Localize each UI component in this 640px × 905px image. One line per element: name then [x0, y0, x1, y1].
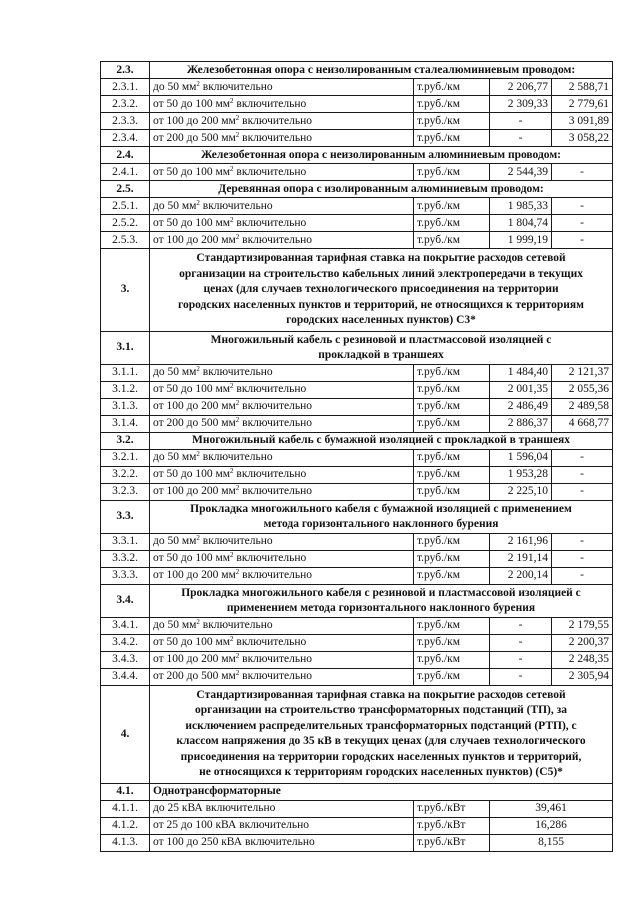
value-cell-1: 1 985,33 — [490, 198, 552, 215]
value-cell-1: 2 886,37 — [490, 415, 552, 432]
description-suffix: включительно — [199, 619, 273, 631]
unit-cell: т.руб./кВт — [414, 834, 490, 851]
unit-cell: т.руб./км — [414, 651, 490, 668]
description-suffix: включительно — [233, 165, 307, 178]
superscript: 2 — [230, 96, 234, 105]
unit-cell: т.руб./км — [414, 398, 490, 415]
unit-cell: т.руб./км — [414, 215, 490, 232]
section-heading — [150, 249, 613, 332]
row-number: 3.1.1. — [101, 364, 150, 381]
heading-line: городских населенных пунктов и территорий, не относящихся к территориям — [178, 298, 584, 311]
table-row — [101, 550, 613, 567]
heading-line: ценах (для случаев технологического присоединения на территории — [203, 283, 559, 295]
superscript: 2 — [235, 484, 240, 492]
row-number: 2.3.3. — [101, 113, 150, 130]
value-cell: 16,286 — [490, 817, 613, 834]
value-cell-2: - — [552, 483, 613, 500]
description-text: до 50 мм — [153, 619, 197, 631]
value-cell-1: 2 486,49 — [490, 398, 552, 415]
value-cell-1: - — [490, 130, 552, 147]
row-number: 3.3.3. — [101, 567, 150, 584]
value-cell-2: - — [552, 164, 613, 181]
row-number: 2.3. — [101, 62, 150, 79]
heading-line: метода горизонтального наклонного бурения — [263, 517, 499, 530]
description-text: от 50 до 100 мм — [153, 552, 231, 564]
value-cell-2: - — [552, 198, 613, 215]
superscript: 2 — [196, 450, 200, 458]
value-cell-2: 3 091,89 — [552, 113, 613, 130]
table-row — [101, 96, 613, 113]
description-text: от 50 до 100 мм — [153, 468, 231, 480]
value-cell-1: 2 225,10 — [490, 483, 552, 500]
value-cell-1: 1 804,74 — [490, 215, 552, 232]
table-row — [101, 651, 613, 668]
description-suffix: включительно — [239, 653, 313, 665]
row-number: 3.3.1. — [101, 533, 150, 550]
item-description — [150, 130, 414, 147]
row-number: 4.1.3. — [101, 834, 150, 851]
unit-cell: т.руб./кВт — [414, 817, 490, 834]
heading-line: исключением распределительных трансформаторных подстанций (РТП), с — [185, 719, 577, 732]
table-row — [101, 181, 613, 198]
value-cell: 39,461 — [490, 800, 613, 817]
value-cell-1: 2 309,33 — [490, 96, 552, 113]
unit-cell: т.руб./кВт — [414, 800, 490, 817]
unit-cell: т.руб./км — [414, 449, 490, 466]
value-cell-2: 4 668,77 — [552, 415, 613, 432]
unit-cell: т.руб./км — [414, 381, 490, 398]
row-number: 3.4.4. — [101, 668, 150, 685]
description-suffix: включительно — [239, 417, 313, 429]
table-row — [101, 668, 613, 685]
value-cell-2: - — [552, 215, 613, 232]
table-row — [101, 130, 613, 147]
tariff-table — [100, 61, 613, 852]
unit-cell: т.руб./км — [414, 130, 490, 147]
item-description — [150, 198, 414, 215]
table-row — [101, 249, 613, 332]
item-description — [150, 381, 414, 398]
value-cell-1: 1 999,19 — [490, 232, 552, 249]
item-description — [150, 232, 414, 249]
description-suffix: включительно — [239, 400, 313, 412]
value-cell-2: 2 588,71 — [552, 79, 613, 96]
section-title: Однотрансформаторные — [150, 783, 613, 800]
item-description — [150, 449, 414, 466]
table-row — [101, 331, 613, 364]
table-row — [101, 783, 613, 800]
item-description: от 25 до 100 кВА включительно — [150, 817, 414, 834]
row-number: 2.5.1. — [101, 198, 150, 215]
description-text: от 50 до 100 мм — [153, 165, 231, 178]
row-number: 4.1.2. — [101, 817, 150, 834]
table-row — [101, 398, 613, 415]
table-row — [101, 567, 613, 584]
value-cell-2: - — [552, 449, 613, 466]
description-text: от 100 до 200 мм — [153, 485, 236, 497]
table-row — [101, 634, 613, 651]
superscript: 2 — [235, 652, 240, 660]
row-number: 2.5.3. — [101, 232, 150, 249]
value-cell-2: 2 179,55 — [552, 617, 613, 634]
description-text: от 200 до 500 мм — [153, 417, 236, 429]
heading-line: классом напряжения до 35 кВ в текущих ценах (для случаев технологического — [176, 735, 586, 747]
value-cell-2: - — [552, 550, 613, 567]
section-heading — [150, 584, 613, 617]
unit-cell: т.руб./км — [414, 164, 490, 181]
value-cell-1: 1 596,04 — [490, 449, 552, 466]
unit-cell: т.руб./км — [414, 668, 490, 685]
row-number: 2.4.1. — [101, 164, 150, 181]
unit-cell: т.руб./км — [414, 567, 490, 584]
item-description — [150, 113, 414, 130]
description-text: до 50 мм — [153, 366, 197, 378]
value-cell-2: - — [552, 533, 613, 550]
heading-line: Стандартизированная тарифная ставка на покрытие расходов сетевой — [196, 252, 566, 264]
superscript: 2 — [235, 416, 240, 424]
item-description — [150, 634, 414, 651]
row-number: 2.5. — [101, 181, 150, 198]
row-number: 3.2.2. — [101, 466, 150, 483]
row-number: 3. — [101, 249, 150, 332]
row-number: 3.2. — [101, 432, 150, 449]
superscript: 2 — [196, 198, 200, 207]
description-suffix: включительно — [233, 468, 307, 480]
superscript: 2 — [230, 382, 234, 390]
item-description — [150, 96, 414, 113]
description-suffix: включительно — [233, 216, 307, 229]
description-text: от 200 до 500 мм — [153, 670, 236, 682]
description-suffix: включительно — [239, 233, 313, 246]
description-text: от 50 до 100 мм — [153, 383, 231, 395]
description-suffix: включительно — [199, 535, 273, 547]
item-description — [150, 364, 414, 381]
heading-line: присоединения на территории городских населенных пунктов и территорий, — [180, 750, 582, 763]
row-number: 4. — [101, 685, 150, 783]
value-cell-1: 1 484,40 — [490, 364, 552, 381]
row-number: 3.1. — [101, 331, 150, 364]
table-row — [101, 113, 613, 130]
description-text: от 200 до 500 мм — [153, 131, 236, 144]
table-row — [101, 198, 613, 215]
row-number: 3.3.2. — [101, 550, 150, 567]
superscript: 2 — [230, 635, 234, 643]
superscript: 2 — [196, 365, 200, 373]
table-row — [101, 817, 613, 834]
value-cell-1: - — [490, 634, 552, 651]
item-description — [150, 466, 414, 483]
heading-line: не относящихся к территориям городских населенных пунктов) (С5)* — [199, 766, 563, 778]
superscript: 2 — [230, 551, 234, 559]
heading-line: прокладкой в траншеях — [318, 348, 444, 361]
description-text: от 100 до 200 мм — [153, 114, 236, 127]
section-heading — [150, 500, 613, 533]
superscript: 2 — [230, 215, 234, 224]
table-row — [101, 584, 613, 617]
section-title: Железобетонная опора с неизолированным алюминиевым проводом: — [150, 147, 613, 164]
table-row — [101, 215, 613, 232]
heading-line: Прокладка многожильного кабеля с резиновой и пластмассовой изоляцией с — [181, 586, 581, 599]
value-cell: 8,155 — [490, 834, 613, 851]
description-text: от 100 до 200 мм — [153, 653, 236, 665]
table-row — [101, 147, 613, 164]
table-row — [101, 466, 613, 483]
value-cell-2: 2 489,58 — [552, 398, 613, 415]
row-number: 3.3. — [101, 500, 150, 533]
description-text: до 50 мм — [153, 451, 197, 463]
value-cell-2: - — [552, 232, 613, 249]
value-cell-1: - — [490, 668, 552, 685]
unit-cell: т.руб./км — [414, 415, 490, 432]
value-cell-1: - — [490, 617, 552, 634]
item-description — [150, 550, 414, 567]
item-description — [150, 415, 414, 432]
item-description: от 100 до 250 кВА включительно — [150, 834, 414, 851]
row-number: 4.1.1. — [101, 800, 150, 817]
superscript: 2 — [235, 399, 240, 407]
unit-cell: т.руб./км — [414, 550, 490, 567]
value-cell-2: 3 058,22 — [552, 130, 613, 147]
description-text: от 50 до 100 мм — [153, 216, 231, 229]
row-number: 3.4.2. — [101, 634, 150, 651]
value-cell-2: 2 121,37 — [552, 364, 613, 381]
table-row — [101, 449, 613, 466]
unit-cell: т.руб./км — [414, 533, 490, 550]
superscript: 2 — [196, 618, 200, 626]
table-row — [101, 79, 613, 96]
value-cell-1: 2 001,35 — [490, 381, 552, 398]
superscript: 2 — [196, 534, 200, 542]
item-description — [150, 533, 414, 550]
unit-cell: т.руб./км — [414, 79, 490, 96]
description-text: до 50 мм — [153, 80, 197, 93]
row-number: 2.4. — [101, 147, 150, 164]
heading-line: Прокладка многожильного кабеля с бумажной изоляцией с применением — [190, 502, 572, 515]
row-number: 2.5.2. — [101, 215, 150, 232]
description-suffix: включительно — [239, 670, 313, 682]
value-cell-2: 2 305,94 — [552, 668, 613, 685]
unit-cell: т.руб./км — [414, 96, 490, 113]
heading-line: применением метода горизонтального наклонного бурения — [226, 601, 536, 614]
table-row — [101, 415, 613, 432]
row-number: 3.1.4. — [101, 415, 150, 432]
item-description: до 25 кВА включительно — [150, 800, 414, 817]
superscript: 2 — [230, 164, 234, 173]
table-row — [101, 685, 613, 783]
description-suffix: включительно — [199, 80, 273, 93]
description-text: от 100 до 200 мм — [153, 400, 236, 412]
value-cell-2: 2 055,36 — [552, 381, 613, 398]
description-text: от 100 до 200 мм — [153, 233, 236, 246]
description-suffix: включительно — [233, 97, 307, 110]
item-description — [150, 164, 414, 181]
value-cell-2: 2 248,35 — [552, 651, 613, 668]
item-description — [150, 567, 414, 584]
description-suffix: включительно — [199, 366, 273, 378]
description-suffix: включительно — [233, 383, 307, 395]
section-title: Многожильный кабель с бумажной изоляцией с прокладкой в траншеях — [150, 432, 613, 449]
item-description — [150, 651, 414, 668]
row-number: 3.4.3. — [101, 651, 150, 668]
description-text: от 50 до 100 мм — [153, 97, 231, 110]
superscript: 2 — [235, 669, 240, 677]
row-number: 3.1.2. — [101, 381, 150, 398]
value-cell-1: 1 953,28 — [490, 466, 552, 483]
item-description — [150, 398, 414, 415]
value-cell-1: 2 191,14 — [490, 550, 552, 567]
item-description — [150, 79, 414, 96]
value-cell-2: 2 200,37 — [552, 634, 613, 651]
row-number: 3.2.1. — [101, 449, 150, 466]
table-row — [101, 381, 613, 398]
value-cell-1: 2 544,39 — [490, 164, 552, 181]
heading-line: городских населенных пунктов) С3* — [286, 314, 476, 326]
value-cell-1: 2 206,77 — [490, 79, 552, 96]
item-description — [150, 668, 414, 685]
value-cell-2: - — [552, 567, 613, 584]
item-description — [150, 483, 414, 500]
superscript: 2 — [230, 467, 234, 475]
description-text: до 50 мм — [153, 535, 197, 547]
description-suffix: включительно — [239, 114, 313, 127]
unit-cell: т.руб./км — [414, 198, 490, 215]
section-heading — [150, 331, 613, 364]
superscript: 2 — [235, 113, 240, 122]
unit-cell: т.руб./км — [414, 466, 490, 483]
item-description — [150, 617, 414, 634]
table-row — [101, 232, 613, 249]
row-number: 2.3.1. — [101, 79, 150, 96]
row-number: 2.3.4. — [101, 130, 150, 147]
row-number: 3.1.3. — [101, 398, 150, 415]
superscript: 2 — [235, 232, 240, 241]
row-number: 4.1. — [101, 783, 150, 800]
unit-cell: т.руб./км — [414, 232, 490, 249]
superscript: 2 — [235, 568, 240, 576]
section-title: Деревянная опора с изолированным алюминиевым проводом: — [150, 181, 613, 198]
value-cell-1: 2 200,14 — [490, 567, 552, 584]
unit-cell: т.руб./км — [414, 634, 490, 651]
row-number: 3.2.3. — [101, 483, 150, 500]
table-row — [101, 62, 613, 79]
table-row — [101, 834, 613, 851]
table-row — [101, 483, 613, 500]
row-number: 3.4. — [101, 584, 150, 617]
description-text: от 100 до 200 мм — [153, 569, 236, 581]
value-cell-2: 2 779,61 — [552, 96, 613, 113]
table-row — [101, 533, 613, 550]
table-row — [101, 164, 613, 181]
value-cell-2: - — [552, 466, 613, 483]
row-number: 2.3.2. — [101, 96, 150, 113]
table-row — [101, 500, 613, 533]
description-suffix: включительно — [199, 199, 273, 212]
description-suffix: включительно — [239, 131, 313, 144]
item-description — [150, 215, 414, 232]
row-number: 3.4.1. — [101, 617, 150, 634]
description-text: до 50 мм — [153, 199, 197, 212]
value-cell-1: - — [490, 113, 552, 130]
description-text: от 50 до 100 мм — [153, 636, 231, 648]
table-row — [101, 800, 613, 817]
description-suffix: включительно — [199, 451, 273, 463]
value-cell-1: 2 161,96 — [490, 533, 552, 550]
section-heading — [150, 685, 613, 783]
table-row — [101, 364, 613, 381]
unit-cell: т.руб./км — [414, 113, 490, 130]
superscript: 2 — [235, 130, 240, 139]
description-suffix: включительно — [233, 636, 307, 648]
unit-cell: т.руб./км — [414, 364, 490, 381]
description-suffix: включительно — [239, 485, 313, 497]
superscript: 2 — [196, 79, 200, 88]
table-row — [101, 432, 613, 449]
description-suffix: включительно — [233, 552, 307, 564]
table-row — [101, 617, 613, 634]
heading-line: Стандартизированная тарифная ставка на покрытие расходов сетевой — [196, 688, 566, 701]
heading-line: организации на строительство трансформаторных подстанций (ТП), за — [195, 704, 568, 716]
value-cell-1: - — [490, 651, 552, 668]
unit-cell: т.руб./км — [414, 483, 490, 500]
unit-cell: т.руб./км — [414, 617, 490, 634]
heading-line: организации на строительство кабельных линий электропередачи в текущих — [179, 267, 583, 280]
description-suffix: включительно — [239, 569, 313, 581]
section-title: Железобетонная опора с неизолированным сталеалюминиевым проводом: — [150, 62, 613, 79]
heading-line: Многожильный кабель с резиновой и пластмассовой изоляцией с — [210, 333, 552, 346]
